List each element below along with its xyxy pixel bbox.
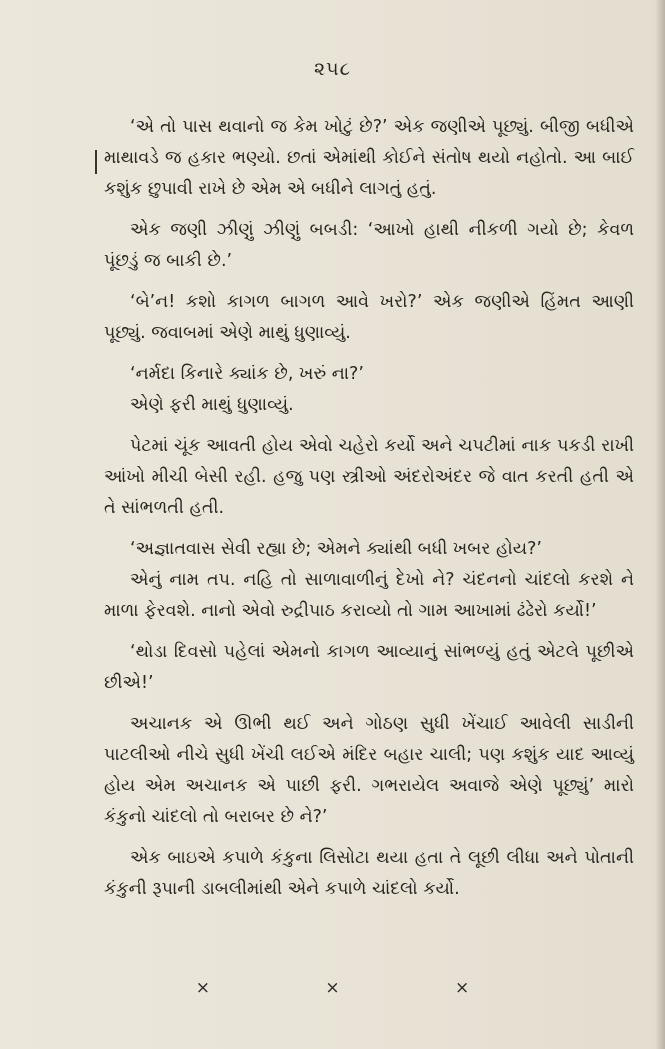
paragraph: અચાનક એ ઊભી થઈ અને ગોઠણ સુધી ખેંચાઈ આવેલી સાડીની પાટલીઓ નીચે સુધી ખેંચી લઈએ મંદિર બહાર ચાલી; પણ કશુંક યાદ આવ્યું હોય એમ અચાનક એ પાછી ફરી. ગભરાયેલ અવાજે એણે પૂછ્યું’ મારો કંકુનો ચાંદલો તો બરાબર છે ને?’ [104, 714, 634, 827]
paragraph: એણે ફરી માથું ધુણાવ્યું. [130, 395, 294, 415]
paragraph: ‘અજ્ઞાતવાસ સેવી રહ્યા છે; એમને ક્યાંથી બધી ખબર હોય?’ [130, 539, 542, 559]
section-separator: × × × [195, 978, 470, 998]
body-text [104, 112, 634, 915]
paragraph: ‘નર્મદા કિનારે ક્યાંક છે, ખરું ના?’ [130, 364, 364, 384]
paragraph: ‘બે’ન! કશો કાગળ બાગળ આવે ખરો?’ એક જણીએ હિંમત આણી પૂછ્યું. જવાબમાં એણે માથું ધુણાવ્યું. [104, 292, 634, 343]
paragraph: ‘એ તો પાસ થવાનો જ કેમ ખોટું છે?’ એક જણીએ પૂછ્યું. બીજી બધીએ માથાવડે જ હકાર ભણ્યો. છતાં એમાંથી કોઈને સંતોષ થયો નહોતો. આ બાઈ કશુંક છુપાવી રાખે છે એમ એ બધીને લાગતું હતું. [104, 117, 634, 199]
paragraph: એનું નામ તપ. નહિ તો સાળાવાળીનું દેખો ને? ચંદનનો ચાંદલો કરશે ને માળા ફેરવશે. નાનો એવો રુદ્રીપાઠ કરાવ્યો તો ગામ આખામાં ઢંઢેરો કર્યો!’ [104, 570, 634, 621]
paragraph: પેટમાં ચૂંક આવતી હોય એવો ચહેરો કર્યો અને ચપટીમાં નાક પકડી રાખી આંખો મીચી બેસી રહી. હજુ પણ સ્ત્રીઓ અંદરોઅંદર જે વાત કરતી હતી એ તે સાંભળતી હતી. [104, 436, 634, 518]
paragraph: એક બાઇએ કપાળે કંકુના લિસોટા થયા હતા તે લૂછી લીધા અને પોતાની કંકુની રૂપાની ડાબલીમાંથી એને કપાળે ચાંદલો કર્યો. [104, 848, 634, 899]
paragraph: એક જણી ઝીણું ઝીણું બબડી: ‘આખો હાથી નીકળી ગયો છે; કેવળ પૂંછડું જ બાકી છે.’ [104, 220, 634, 271]
page-number: ૨૫૮ [313, 58, 352, 80]
paragraph: ‘થોડા દિવસો પહેલાં એમનો કાગળ આવ્યાનું સાંભળ્યું હતું એટલે પૂછીએ છીએ!’ [104, 642, 634, 693]
margin-mark [95, 150, 97, 174]
page-spine-shadow [655, 0, 665, 1049]
